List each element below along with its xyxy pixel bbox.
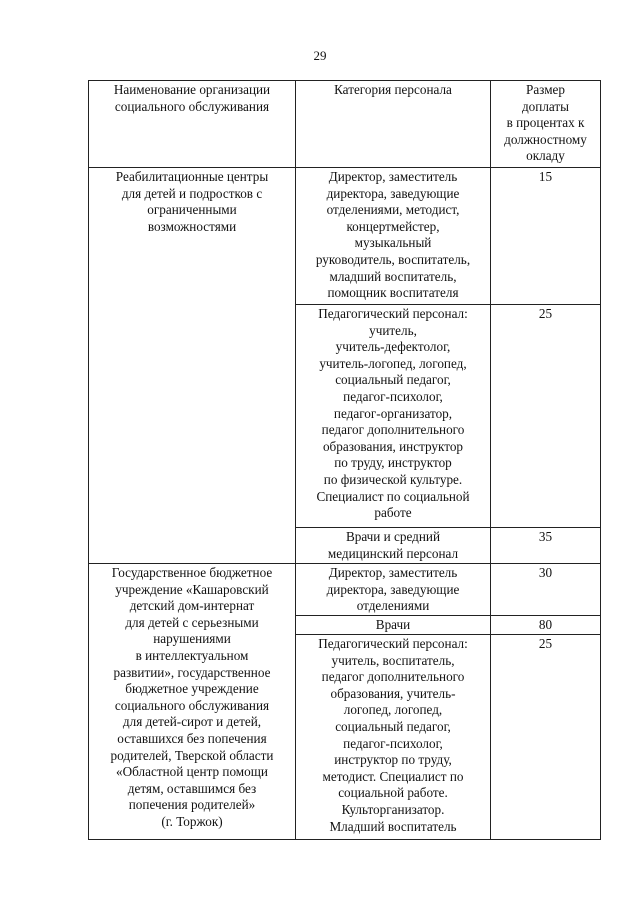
category-cell: Педагогический персонал: учитель, учитель-дефектолог, учитель-логопед, логопед, социальный педагог, педагог-психолог, педагог-организатор, педагог дополнительного образования, инструктор по труду, инструктор по физической культуре. Специалист по социальной работе xyxy=(296,305,491,528)
page-number: 29 xyxy=(313,48,327,63)
header-category: Категория персонала xyxy=(296,81,491,168)
percent-cell: 25 xyxy=(491,305,601,528)
percent-cell: 15 xyxy=(491,168,601,305)
category-cell: Педагогический персонал: учитель, воспитатель, педагог дополнительного образования, учитель- логопед, логопед, социальный педагог, педагог-психолог, инструктор по труду, методист. Специалист по социальной работе. Культорганизатор. Младший воспитатель xyxy=(296,635,491,840)
table-row xyxy=(89,168,601,305)
category-cell: Директор, заместитель директора, заведующие отделениями, методист, концертмейстер, музыкальный руководитель, воспитатель, младший воспитатель, помощник воспитателя xyxy=(296,168,491,305)
percent-cell: 25 xyxy=(491,635,601,840)
header-org: Наименование организации социального обслуживания xyxy=(89,81,296,168)
table-row xyxy=(89,564,601,616)
org-cell: Государственное бюджетное учреждение «Кашаровский детский дом-интернат для детей с серьезными нарушениями в интеллектуальном развитии», государственное бюджетное учреждение социального обслуживания для детей-сирот и детей, оставшихся без попечения родителей, Тверской области «Областной центр помощи детям, оставшимся без попечения родителей» (г. Торжок) xyxy=(89,564,296,840)
percent-cell: 80 xyxy=(491,616,601,635)
header-allowance: Размер доплаты в процентах к должностному окладу xyxy=(491,81,601,168)
percent-cell: 35 xyxy=(491,528,601,564)
category-cell: Директор, заместитель директора, заведующие отделениями xyxy=(296,564,491,616)
org-cell: Реабилитационные центры для детей и подростков с ограниченными возможностями xyxy=(89,168,296,564)
percent-cell: 30 xyxy=(491,564,601,616)
category-cell: Врачи и средний медицинский персонал xyxy=(296,528,491,564)
table-header-row xyxy=(89,81,601,168)
category-cell: Врачи xyxy=(296,616,491,635)
allowance-table xyxy=(88,80,601,840)
